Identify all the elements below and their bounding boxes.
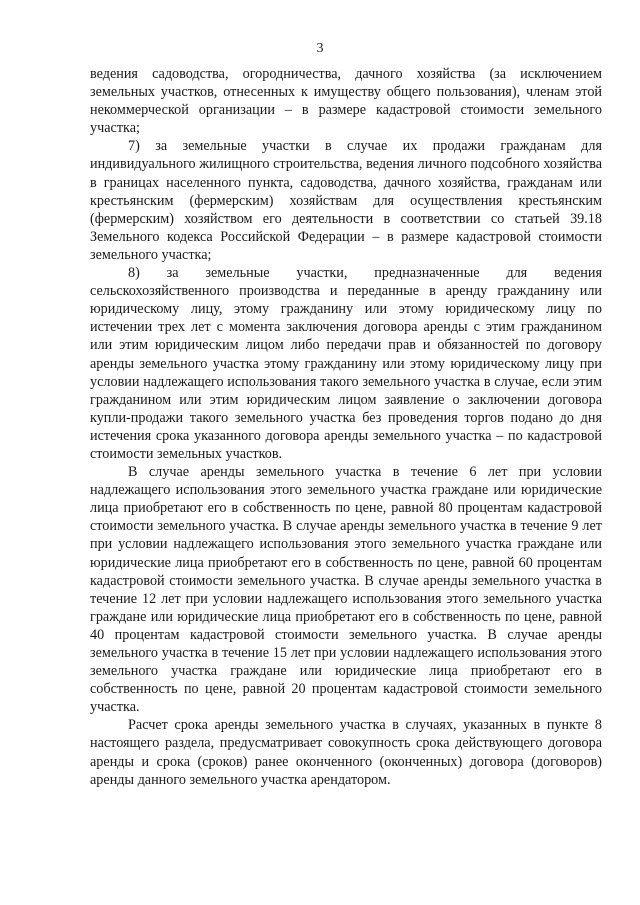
page-number: 3 (316, 41, 324, 56)
paragraph-continuation: ведения садоводства, огородничества, дачного хозяйства (за исключением земельных участков, отнесенных к имуществу общего пользования), членам этой некоммерческой организации – в размере кадастровой стоимости земельного участка; (90, 66, 602, 137)
paragraph-item-8: 8) за земельные участки, предназначенные для ведения сельскохозяйственного производства и переданные в аренду гражданину или юридическому лицу, этому гражданину или этому юридическому лицу по истечении трех лет с момента заключения договора аренды с этим гражданином или этим юридическим лицом либо передачи прав и обязанностей по договору аренды земельного участка этому гражданину или этому юридическому лицу при условии надлежащего использования такого земельного участка в случае, если этим гражданином или этим юридическим лицом заявление о заключении договора купли-продажи такого земельного участка без проведения торгов подано до дня истечения срока указанного договора аренды земельного участка – по кадастровой стоимости земельных участков. (90, 265, 602, 462)
paragraph-lease-terms: В случае аренды земельного участка в течение 6 лет при условии надлежащего использования этого земельного участка граждане или юридические лица приобретают его в собственность по цене, равной 80 процентам кадастровой стоимости земельного участка. В случае аренды земельного участка в течение 9 лет при условии надлежащего использования этого земельного участка граждане или юридические лица приобретают его в собственность по цене, равной 60 процентам кадастровой стоимости земельного участка. В случае аренды земельного участка в течение 12 лет при условии надлежащего использования этого земельного участка граждане или юридические лица приобретают его в собственность по цене, равной 40 процентам кадастровой стоимости земельного участка. В случае аренды земельного участка в течение 15 лет при условии надлежащего использования этого земельного участка граждане или юридические лица приобретают его в собственность по цене, равной 20 процентам кадастровой стоимости земельного участка. (90, 464, 602, 716)
document-body (90, 65, 602, 789)
paragraph-item-7: 7) за земельные участки в случае их продажи гражданам для индивидуального жилищного строительства, ведения личного подсобного хозяйства в границах населенного пункта, садоводства, дачного хозяйства, гражданам или крестьянским (фермерским) хозяйствам для осуществления крестьянским (фермерским) хозяйством его деятельности в соответствии со статьей 39.18 Земельного кодекса Российской Федерации – в размере кадастровой стоимости земельного участка; (90, 138, 602, 263)
paragraph-lease-calculation: Расчет срока аренды земельного участка в случаях, указанных в пункте 8 настоящего раздела, предусматривает совокупность срока действующего договора аренды и срока (сроков) ранее оконченного (оконченных) договора (договоров) аренды данного земельного участка арендатором. (90, 717, 602, 788)
